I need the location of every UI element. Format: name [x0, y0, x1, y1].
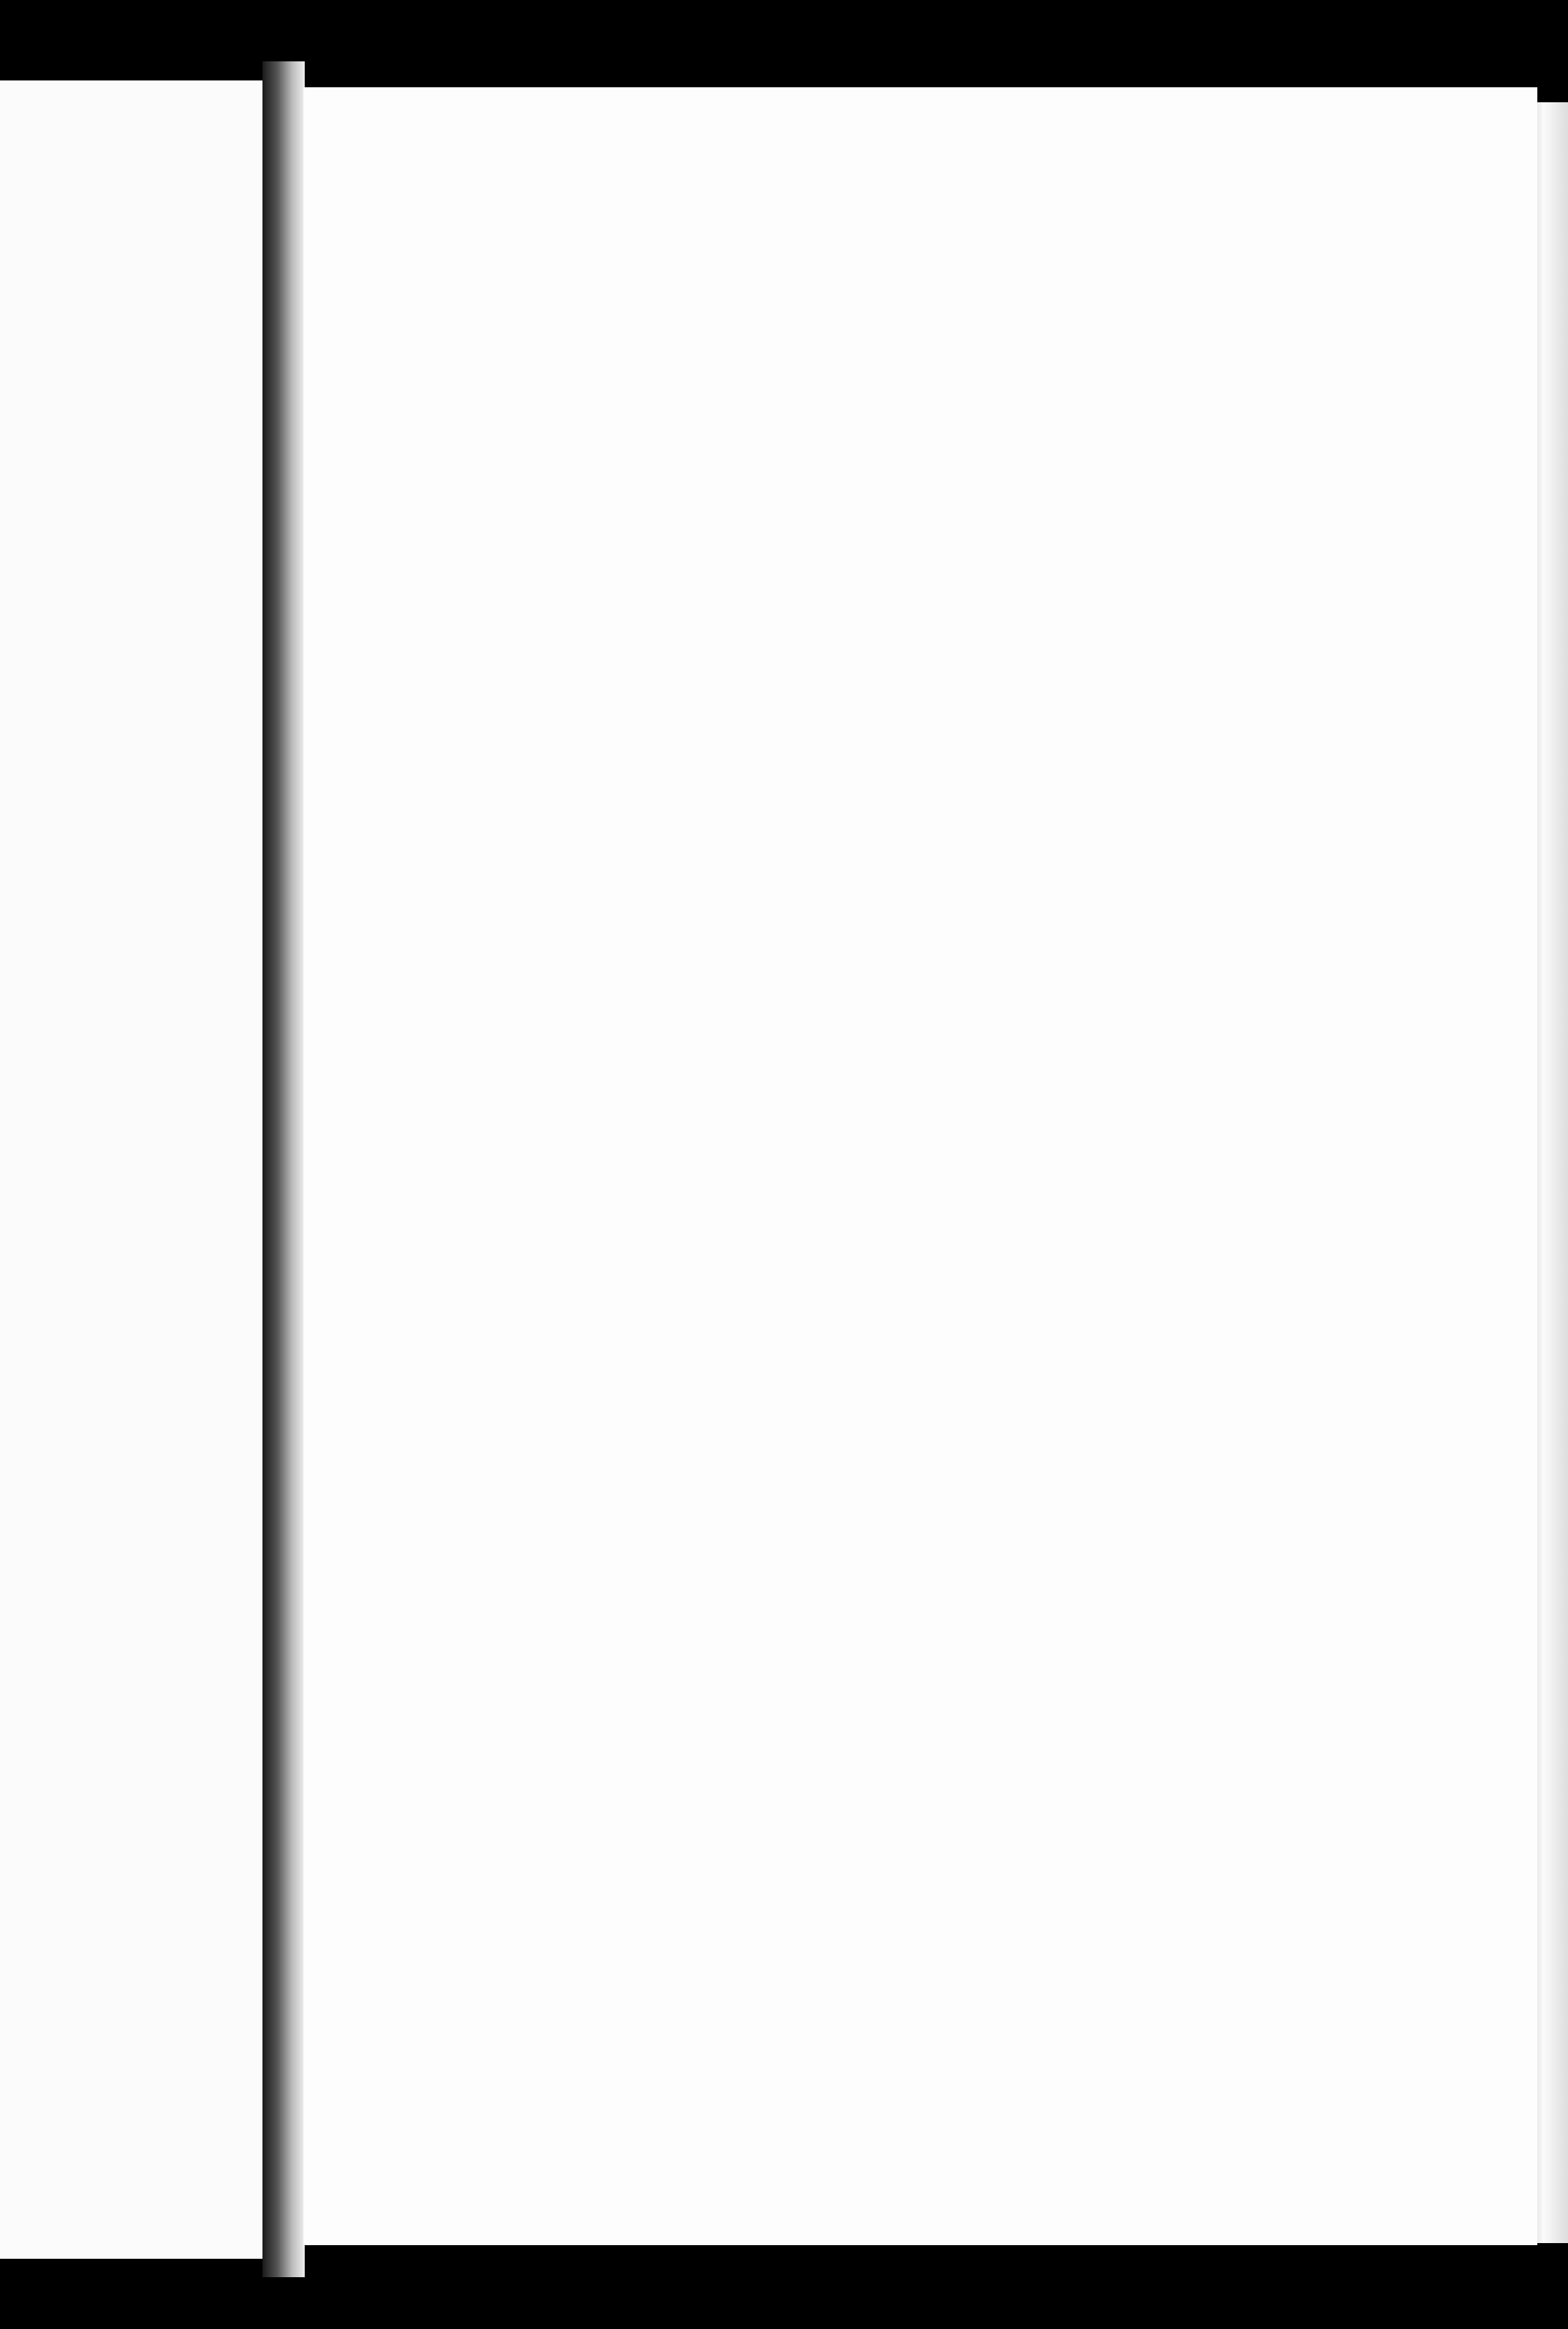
book-page — [303, 87, 1537, 2245]
page-header — [303, 170, 1537, 225]
book-gutter — [262, 61, 305, 2277]
facing-page-left — [0, 80, 275, 2259]
